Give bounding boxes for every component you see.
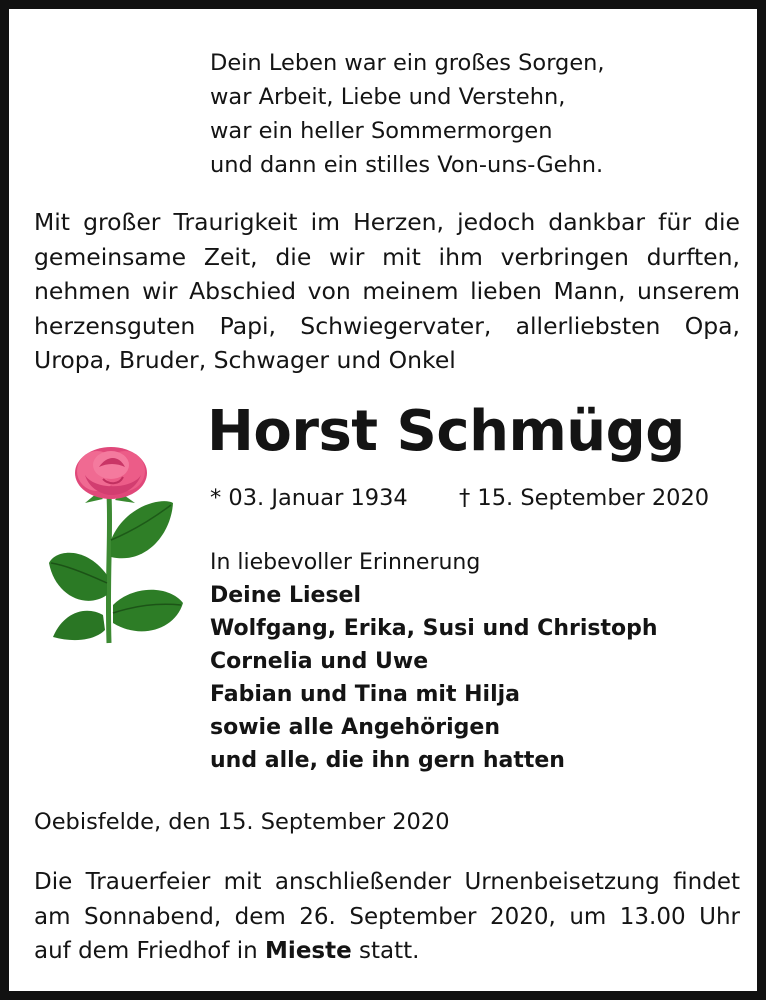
service-text: statt.: [351, 938, 420, 964]
poem-line: und dann ein stilles Von-uns-Gehn.: [210, 152, 604, 178]
mourner-name: Deine Liesel: [210, 583, 362, 608]
mourner-name: Cornelia und Uwe: [210, 649, 429, 674]
remembrance-heading: In liebevoller Erinnerung: [210, 550, 481, 575]
poem-line: war Arbeit, Liebe und Verstehn,: [210, 84, 566, 110]
poem-line: war ein heller Sommermorgen: [210, 118, 553, 144]
farewell-line: nehmen wir Abschied von meinem lieben Mann, unserem: [34, 277, 740, 305]
mourner-name: und alle, die ihn gern hatten: [210, 748, 565, 773]
farewell-line: herzensguten Papi, Schwiegervater, allerliebsten Opa,: [34, 311, 740, 340]
cemetery-place: Mieste: [265, 938, 352, 964]
farewell-line: gemeinsame Zeit, die wir mit ihm verbringen durften,: [34, 242, 740, 271]
rose-icon: [45, 445, 187, 645]
mourners-list: [210, 546, 658, 777]
death-date: † 15. September 2020: [459, 485, 710, 511]
place-date: Oebisfelde, den 15. September 2020: [34, 809, 450, 835]
service-line: am Sonnabend, dem 26. September 2020, um 13.00 Uhr: [34, 903, 740, 930]
service-line: Die Trauerfeier mit anschließender Urnenbeisetzung findet: [34, 869, 740, 895]
farewell-paragraph: [34, 205, 740, 378]
poem-line: Dein Leben war ein großes Sorgen,: [210, 50, 605, 76]
farewell-line: Mit großer Traurigkeit im Herzen, jedoch dankbar für die: [34, 208, 740, 236]
mourner-name: sowie alle Angehörigen: [210, 715, 501, 740]
funeral-service-info: [34, 865, 740, 969]
deceased-name: Horst Schmügg: [207, 399, 685, 464]
service-line: [34, 934, 740, 969]
mourner-name: Fabian und Tina mit Hilja: [210, 682, 521, 707]
service-text: auf dem Friedhof in: [34, 938, 266, 964]
mourner-name: Wolfgang, Erika, Susi und Christoph: [210, 616, 658, 641]
memorial-poem: [210, 46, 605, 182]
farewell-line: Uropa, Bruder, Schwager und Onkel: [34, 346, 456, 374]
birth-date: * 03. Januar 1934: [210, 485, 408, 511]
